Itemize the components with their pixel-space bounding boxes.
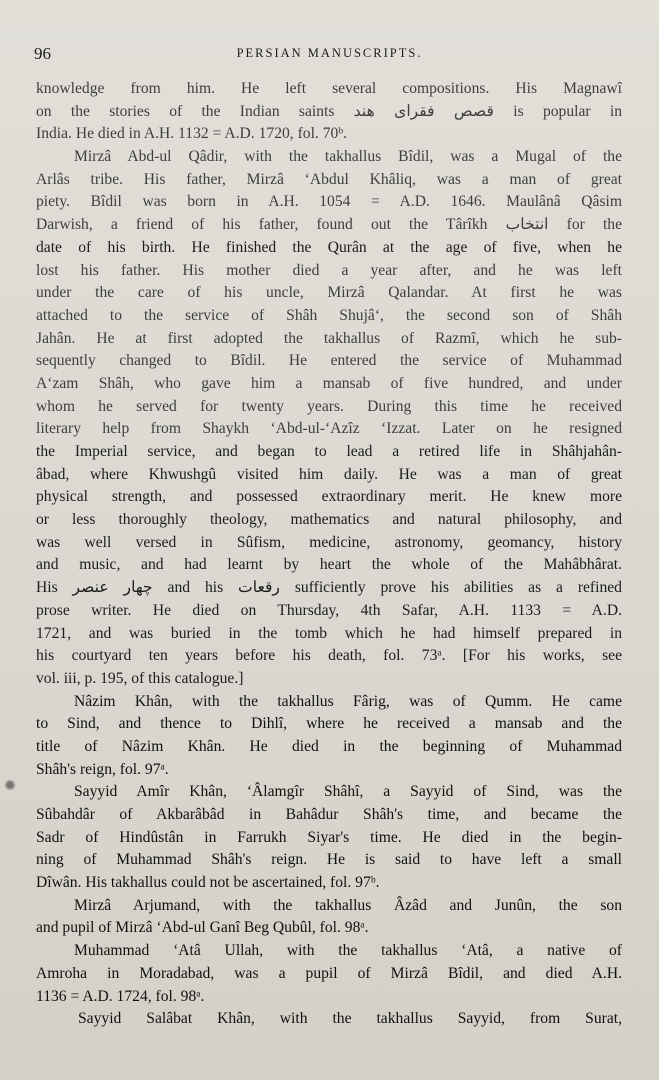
text-line: and pupil of Mirzâ ‘Abd-ul Ganî Beg Qubûl, fol. 98ᵃ. bbox=[36, 919, 369, 937]
text-line: to Sind, and thence to Dihlî, where he received a mansab and the bbox=[36, 715, 622, 733]
text-line: the Imperial service, and began to lead a retired life in Shâhjahân- bbox=[36, 443, 622, 460]
text-line: A‘zam Shâh, who gave him a mansab of five hundred, and under bbox=[36, 374, 622, 392]
text-line: sequently changed to Bîdil. He entered the service of Muhammad bbox=[36, 352, 622, 370]
ink-speck bbox=[3, 780, 17, 790]
text-line: literary help from Shaykh ‘Abd-ul-‘Azîz ‘Izzat. Later on he resigned bbox=[36, 420, 622, 438]
text-line: India. He died in A.H. 1132 = A.D. 1720, fol. 70ᵇ. bbox=[36, 125, 348, 143]
text-line: vol. iii, p. 195, of this catalogue.] bbox=[36, 669, 244, 687]
text-line: his courtyard ten years before his death, fol. 73ᵃ. [For his works, see bbox=[36, 647, 622, 665]
text-line: Nâzim Khân, with the takhallus Fârig, was of Qumm. He came bbox=[74, 692, 622, 710]
body-text bbox=[36, 78, 622, 1031]
text-line: Sayyid Amîr Khân, ‘Âlamgîr Shâhî, a Sayyid of Sind, was the bbox=[74, 783, 622, 801]
text-line: Mirzâ Abd-ul Qâdir, with the takhallus Bîdil, was a Mugal of the bbox=[74, 148, 622, 166]
text-line: Shâh's reign, fol. 97ᵃ. bbox=[36, 760, 169, 778]
text-line: was well versed in Sûfism, medicine, astronomy, geomancy, history bbox=[36, 533, 622, 551]
text-line: âbad, where Khwushgû visited him daily. He was a man of great bbox=[36, 465, 622, 483]
text-line: date of his birth. He finished the Qurân at the age of five, when he bbox=[36, 238, 622, 256]
text-line: Darwish, a friend of his father, found out the Târîkh انتخاب for the bbox=[36, 216, 623, 234]
text-line: 1721, and was buried in the tomb which he had himself prepared in bbox=[36, 624, 622, 642]
text-line: piety. Bîdil was born in A.H. 1054 = A.D. 1646. Maulânâ Qâsim bbox=[36, 193, 622, 211]
text-line: Muhammad ‘Atâ Ullah, with the takhallus ‘Atâ, a native of bbox=[74, 942, 622, 960]
text-line: or less thoroughly theology, mathematics and natural philosophy, and bbox=[36, 511, 622, 529]
text-line: ning of Muhammad Shâh's reign. He is said to have left a small bbox=[36, 851, 622, 869]
page-header bbox=[34, 44, 625, 66]
text-line: His چهار عنصر and his رقعات sufficiently prove his abilities as a refined bbox=[36, 579, 622, 597]
text-line: title of Nâzim Khân. He died in the beginning of Muhammad bbox=[36, 737, 622, 755]
text-line: prose writer. He died on Thursday, 4th Safar, A.H. 1133 = A.D. bbox=[36, 601, 622, 619]
text-line: knowledge from him. He left several compositions. His Magnawî bbox=[36, 80, 622, 97]
text-line: on the stories of the Indian saints قصص فقرای هند is popular in bbox=[36, 102, 622, 120]
text-line: Sayyid Salâbat Khân, with the takhallus Sayyid, from Surat, bbox=[78, 1010, 622, 1028]
text-line: Sadr of Hindûstân in Farrukh Siyar's time. He died in the begin- bbox=[36, 828, 622, 846]
text-line: lost his father. His mother died a year after, and he was left bbox=[36, 261, 622, 279]
text-line: Mirzâ Arjumand, with the takhallus Âzâd and Junûn, the son bbox=[74, 896, 622, 914]
text-line: Dîwân. His takhallus could not be ascertained, fol. 97ᵇ. bbox=[36, 874, 380, 892]
page-number: 96 bbox=[34, 44, 51, 63]
text-line: Sûbahdâr of Akbarâbâd in Bahâdur Shâh's time, and became the bbox=[36, 806, 622, 823]
text-line: Amroha in Moradabad, was a pupil of Mirzâ Bîdil, and died A.H. bbox=[36, 964, 622, 982]
text-line: Arlâs tribe. His father, Mirzâ ‘Abdul Khâliq, was a man of great bbox=[36, 170, 622, 188]
text-line: attached to the service of Shâh Shujâ‘, the second son of Shâh bbox=[36, 306, 622, 324]
running-title: PERSIAN MANUSCRIPTS. bbox=[236, 46, 423, 60]
text-line: whom he served for twenty years. During this time he received bbox=[36, 397, 622, 415]
text-line: Jahân. He at first adopted the takhallus of Razmî, which he sub- bbox=[36, 329, 622, 347]
text-line: physical strength, and possessed extraordinary merit. He knew more bbox=[36, 488, 622, 506]
text-line: and music, and had learnt by heart the whole of the Mahâbhârat. bbox=[36, 556, 622, 574]
text-line: 1136 = A.D. 1724, fol. 98ᵃ. bbox=[36, 987, 205, 1005]
text-line: under the care of his uncle, Mirzâ Qalandar. At first he was bbox=[36, 284, 622, 302]
